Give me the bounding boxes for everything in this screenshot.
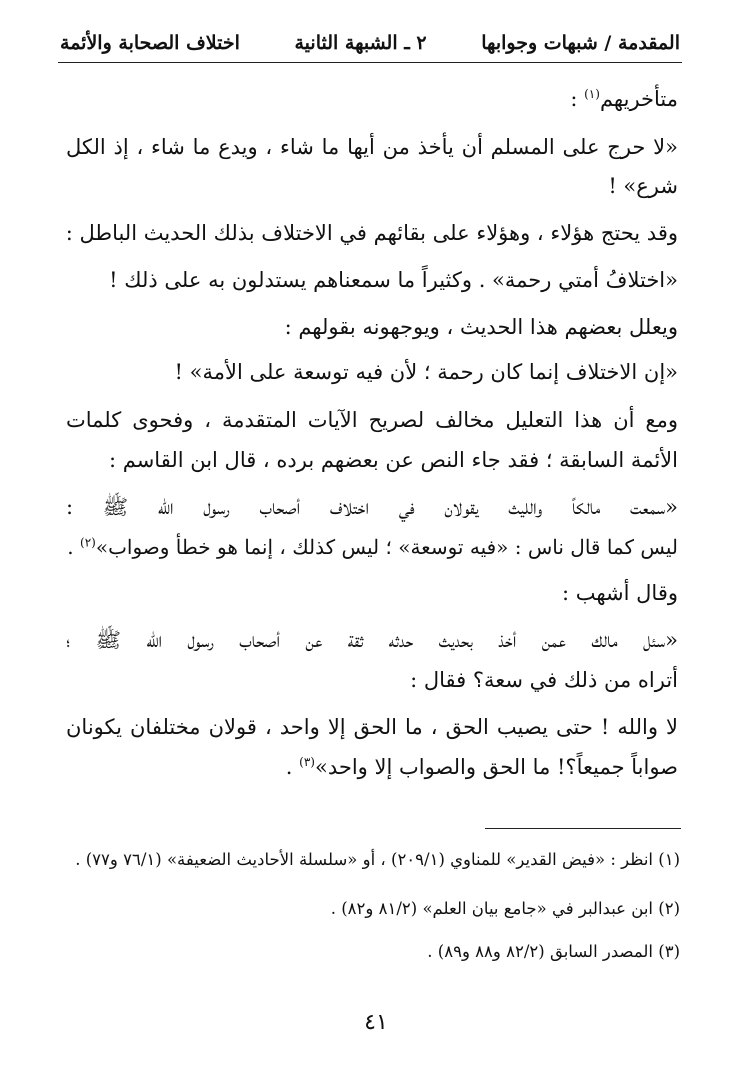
text-line-13: «سئل مالك عمن أخذ بحديث حدثه ثقة عن أصحاب رسول الله ﷺ ؛ [66, 628, 678, 652]
text-line-8: ومع أن هذا التعليل مخالف لصريح الآيات المتقدمة ، وفحوى كلمات [66, 408, 678, 432]
running-header [60, 28, 680, 58]
text-line-3: شرع» ! [608, 174, 678, 198]
header-topic-title: اختلاف الصحابة والأئمة [60, 32, 240, 54]
text-line-1: متأخريهم$^{(١)}$ : [570, 87, 678, 111]
header-section-title: المقدمة / شبهات وجوابها [481, 32, 680, 54]
text-line-9: الأئمة السابقة ؛ فقد جاء النص عن بعضهم برده ، قال ابن القاسم : [108, 448, 678, 472]
text-line-4: وقد يحتج هؤلاء ، وهؤلاء على بقائهم في الاختلاف بذلك الحديث الباطل : [65, 221, 678, 245]
footnote-ref-1: (١) [584, 87, 600, 101]
text-line-7: «إن الاختلاف إنما كان رحمة ؛ لأن فيه توسعة على الأمة» ! [174, 360, 678, 384]
footnote-2: (٢) ابن عبدالبر في «جامع بيان العلم» (٨١/٢ و٨٢) . [330, 899, 680, 918]
text-line-11: ليس كما قال ناس : «فيه توسعة» ؛ ليس كذلك ، إنما هو خطأ وصواب»$^{(٢)}$ . [67, 535, 678, 559]
text-line-14: أتراه من ذلك في سعة؟ فقال : [410, 668, 678, 692]
page-number: ٤١ [364, 1010, 388, 1035]
text-line-5: «اختلافُ أمتي رحمة» . وكثيراً ما سمعناهم يستدلون به على ذلك ! [109, 268, 678, 292]
footnote-ref-2: (٢) [80, 535, 96, 550]
footnote-ref-3: (٣) [299, 755, 315, 769]
text-line-12: وقال أشهب : [562, 581, 678, 605]
footnote-1: (١) انظر : «فيض القدير» للمناوي (٢٠٩/١) ، أو «سلسلة الأحاديث الضعيفة» (٧٦/١ و٧٧) . [75, 850, 680, 869]
footnote-3: (٣) المصدر السابق (٨٢/٢ و٨٨ و٨٩) . [427, 942, 680, 961]
text-line-15: لا والله ! حتى يصيب الحق ، ما الحق إلا واحد ، قولان مختلفان يكونان [66, 715, 678, 739]
header-divider [58, 62, 682, 63]
text-line-10: «سمعت مالكاً والليث يقولان في اختلاف أصحاب رسول الله ﷺ : [66, 495, 678, 519]
text-line-2: «لا حرج على المسلم أن يأخذ من أيها ما شاء ، ويدع ما شاء ، إذ الكل [66, 135, 678, 159]
text-line-16: صواباً جميعاً؟! ما الحق والصواب إلا واحد»$^{(٣)}$ . [285, 755, 678, 779]
text-line-6: ويعلل بعضهم هذا الحديث ، ويوجهونه بقولهم : [284, 315, 678, 339]
header-subsection-title: ٢ ـ الشبهة الثانية [294, 32, 427, 54]
footnote-divider [485, 828, 681, 829]
